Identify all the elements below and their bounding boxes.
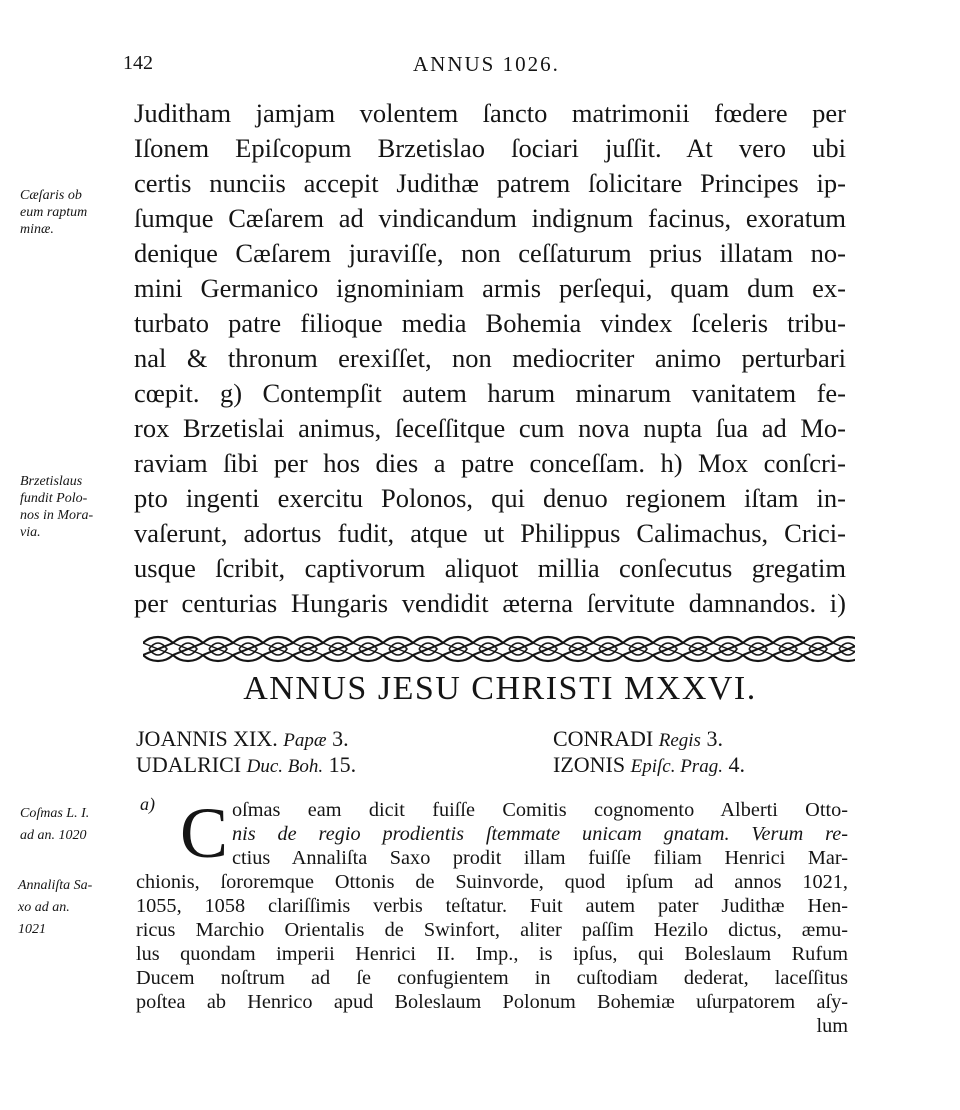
regnal-left-2: UDALRICI Duc. Boh. 15. [136, 752, 357, 777]
text-line: lum [816, 1015, 848, 1037]
text-line: rox Brzetislai animus, ſeceſſitque cum nova nupta ſua ad Mo- [134, 413, 846, 443]
text-line: 1055, 1058 clariſſimis verbis teſtatur. Fuit autem pater Judithæ Hen- [136, 895, 848, 917]
margin-note-cosmas: Coſmas L. I. ad an. 1020 [20, 806, 90, 843]
text-line: raviam ſibi per hos dies a patre conceſſam. h) Mox conſcri- [134, 448, 846, 478]
text-line: denique Cæſarem juraviſſe, non ceſſaturum prius illatam no- [134, 238, 846, 268]
year-heading: ANNUS JESU CHRISTI MXXVI. [243, 670, 757, 707]
margin-note-annalista: Annaliſta Sa- xo ad an. 1021 [18, 878, 93, 937]
margin-note-caesaris: Cæſaris ob eum raptum minæ. [20, 188, 88, 237]
text-line: oſmas eam dicit fuiſſe Comitis cognomento Alberti Otto- [232, 799, 848, 821]
text-line: vaſerunt, adortus fudit, atque ut Philippus Calimachus, Crici- [134, 518, 846, 548]
page-number: 142 [123, 52, 153, 74]
text-line: chionis, ſororemque Ottonis de Suinvorde, quod ipſum ad annos 1021, [136, 871, 848, 893]
text-line: lus quondam imperii Henrici II. Imp., is ipſus, qui Boleslaum Rufum [136, 943, 848, 965]
braided-ornament-rule [143, 633, 855, 665]
text-line: Iſonem Epiſcopum Brzetislao ſociari juſſit. At vero ubi [134, 133, 846, 163]
text-line: Juditham jamjam volentem ſancto matrimonii fœdere per [134, 98, 846, 128]
footnote-marker: a) [140, 794, 155, 814]
text-line: pto ingenti exercitu Polonos, qui denuo regionem iſtam in- [134, 483, 846, 513]
text-line: cœpit. g) Contempſit autem harum minarum vanitatem fe- [134, 378, 846, 408]
note-text-block [136, 793, 848, 1038]
running-head-title: ANNUS 1026. [413, 52, 560, 76]
text-line: ctius Annaliſta Saxo prodit illam fuiſſe filiam Henrici Mar- [232, 847, 848, 869]
regnal-right-2: IZONIS Epiſc. Prag. 4. [553, 752, 745, 777]
text-line: per centurias Hungaris vendidit æterna ſervitute damnandos. i) [134, 588, 846, 618]
text-line: usque ſcribit, captivorum aliquot millia conſecutus gregatim [134, 553, 846, 583]
text-line: ſumque Cæſarem ad vindicandum indignum facinus, exoratum [134, 203, 846, 233]
text-line: ricus Marchio Orientalis de Swinfort, aliter paſſim Hezilo dictus, æmu- [136, 919, 848, 941]
running-header [123, 52, 843, 80]
drop-cap: C [180, 793, 229, 873]
regnal-right-1: CONRADI Regis 3. [553, 726, 723, 751]
text-line: nal & thronum erexiſſet, non mediocriter animo perturbari [134, 343, 846, 373]
text-line: turbato patre filioque media Bohemia vindex ſceleris tribu- [134, 308, 846, 338]
main-text-block [134, 96, 846, 621]
margin-note-brzetislaus: Brzetislaus fundit Polo- nos in Mora- via. [20, 474, 94, 540]
text-line: poſtea ab Henrico apud Boleslaum Polonum Bohemiæ uſurpatorem aſy- [136, 991, 848, 1013]
text-line: certis nunciis accepit Judithæ patrem ſolicitare Principes ip- [134, 168, 846, 198]
regnal-left-1: JOANNIS XIX. Papæ 3. [136, 726, 349, 751]
text-line: nis de regio prodientis ſtemmate unicam gnatam. Verum re- [232, 823, 848, 845]
text-line: Ducem noſtrum ad ſe confugientem in cuſtodiam dederat, laceſſitus [136, 967, 848, 989]
text-line: mini Germanico ignominiam armis perſequi, quam dum ex- [134, 273, 846, 303]
